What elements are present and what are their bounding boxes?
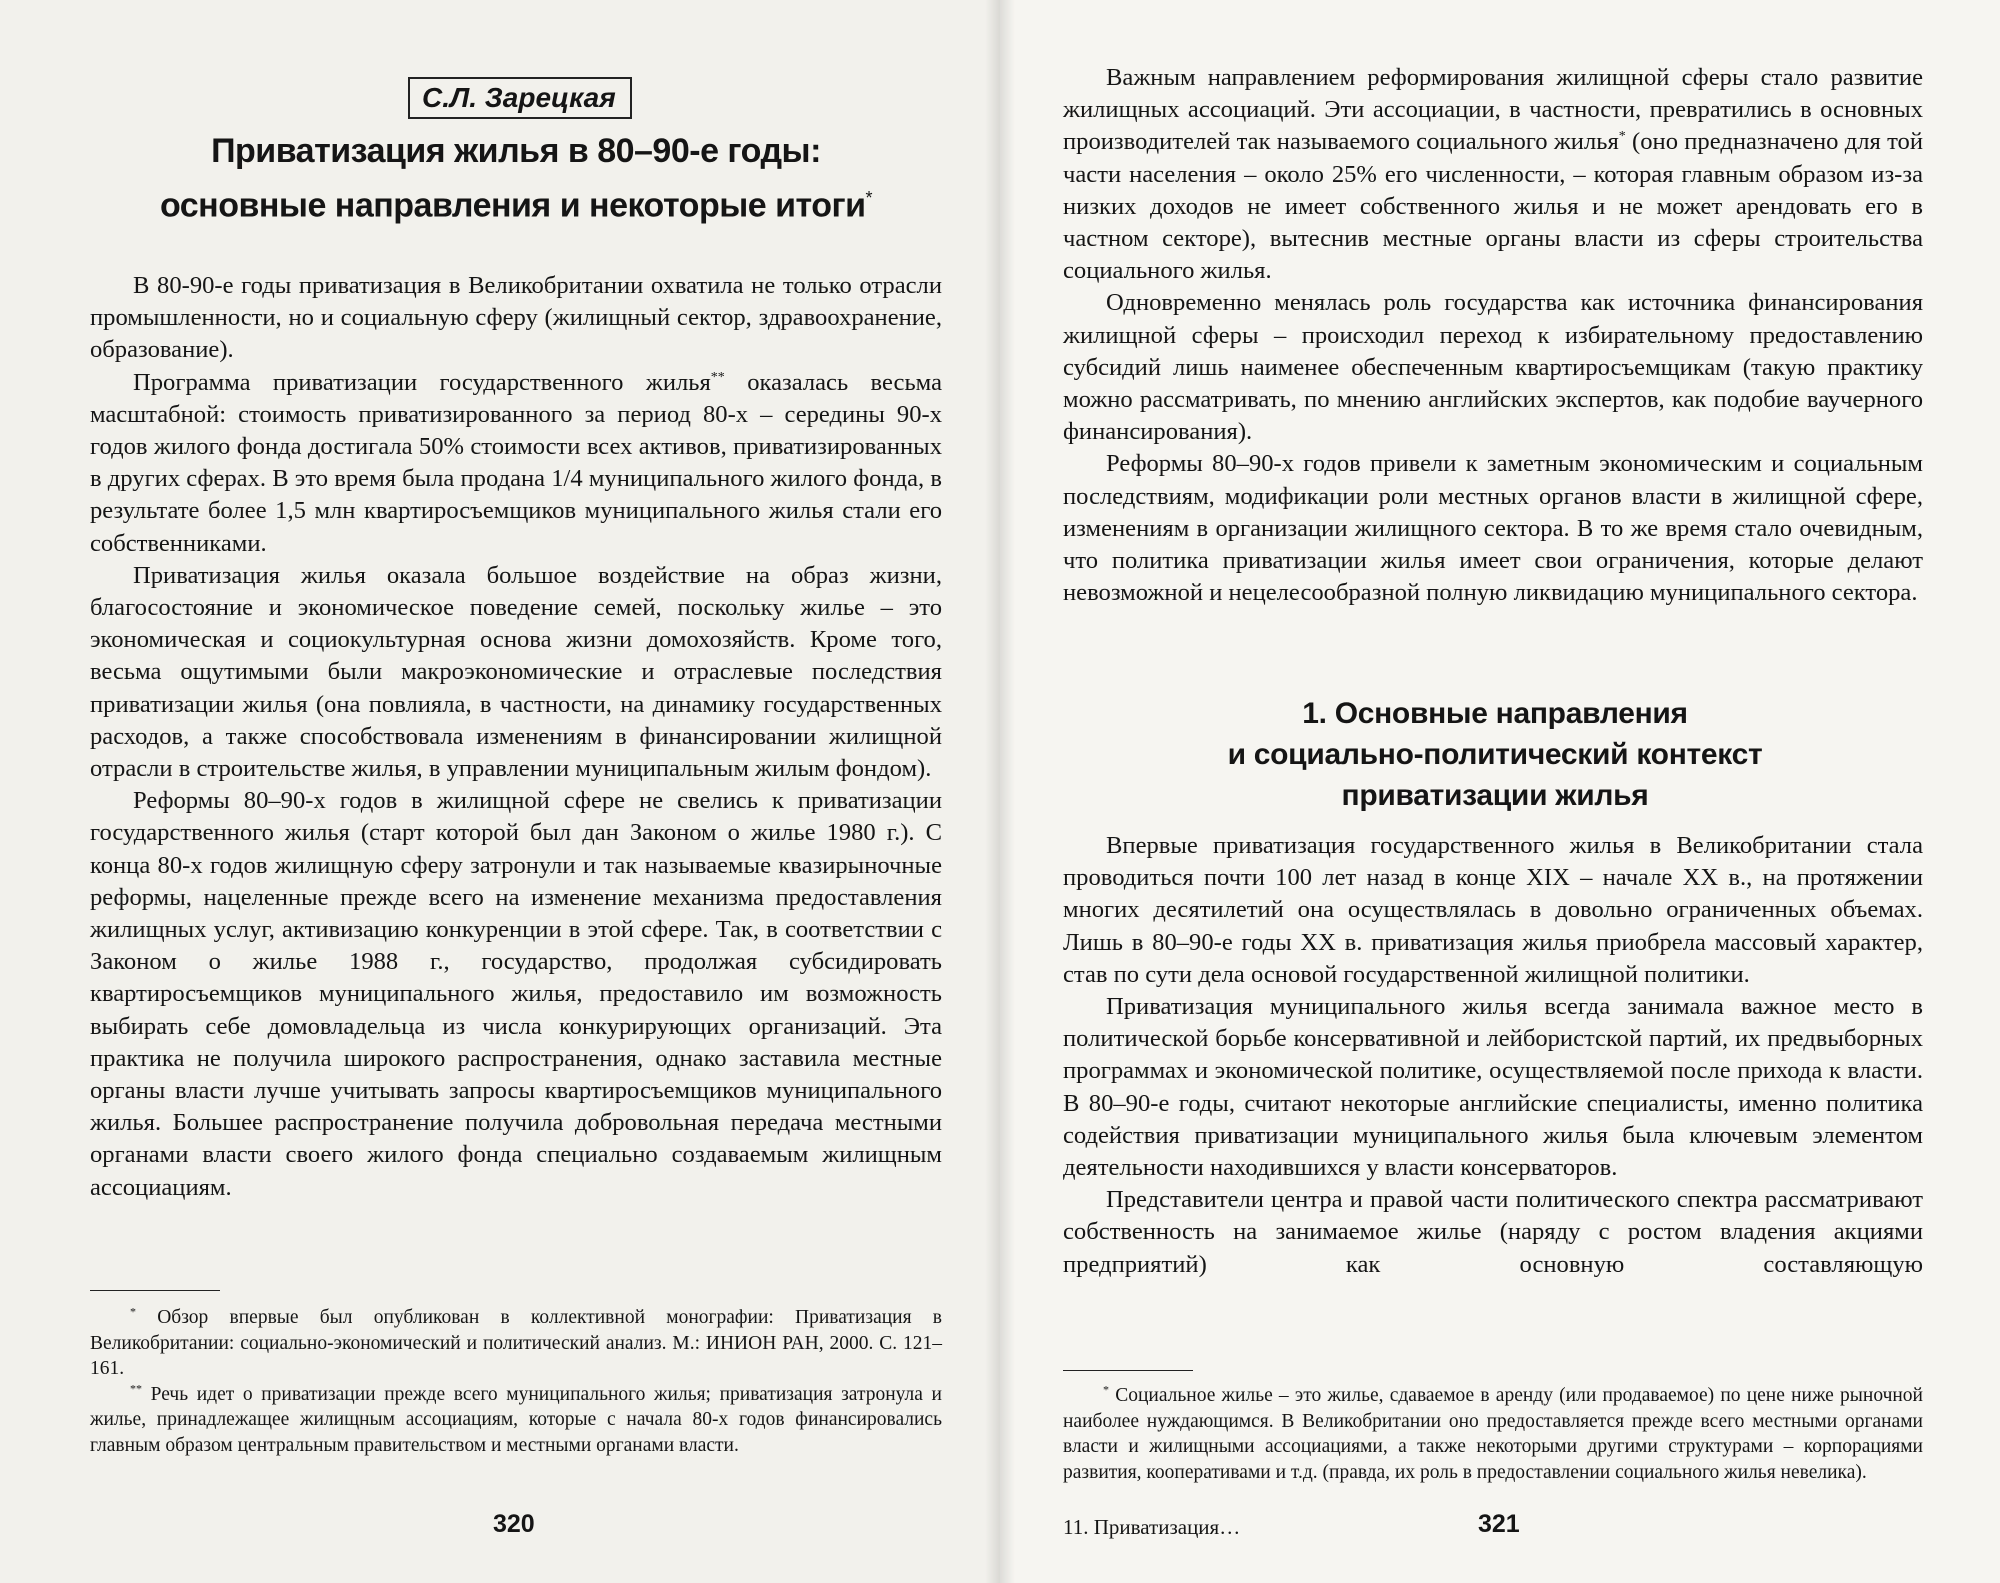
section-heading xyxy=(1060,693,1930,816)
paragraph: Одновременно менялась роль государства как источника финансирования жилищной сферы – происходил переход к избирательному предоставлению субсидий лишь наименее обеспеченным квартиросъемщикам (такую практику можно рассматривать, по мнению английских экспертов, как подобие ваучерного финансирования). xyxy=(1063,289,1923,446)
footnote-mark: * xyxy=(1618,129,1626,145)
right-page xyxy=(1000,0,2000,1583)
footnote: ** Речь идет о приватизации прежде всего муниципального жилья; приватизация затронула и жилье, принадлежащее жилищным ассоциациям, которые с начала 80-х годов финансировались главным образом центральным правительством и местными органами власти. xyxy=(90,1381,942,1456)
page-number-right: 321 xyxy=(1478,1510,1520,1538)
paragraph: Приватизация муниципального жилья всегда занимала важное место в политической борьбе консервативной и лейбористской партий, их предвыборных программах и экономической политике, осуществляемой после прихода к власти. В 80–90-е годы, считают некоторые английские специалисты, именно политика содействия приватизации муниципального жилья была ключевым элементом деятельности находившихся у власти консерваторов. xyxy=(1063,993,1923,1182)
paragraph: Программа приватизации государственного жилья** оказалась весьма масштабной: стоимость приватизированного за период 80-х – середины 90-х годов жилого фонда достигала 50% стоимости всех активов, приватизированных в других сферах. В это время была продана 1/4 муниципального жилого фонда, в результате более 1,5 млн квартиросъемщиков муниципального жилья стали его собственниками. xyxy=(90,368,942,557)
right-body-text-bottom xyxy=(1063,830,1923,1281)
footnote-mark: ** xyxy=(710,369,725,385)
right-footnotes xyxy=(1063,1383,1923,1485)
footnote-rule xyxy=(90,1290,220,1291)
article-title xyxy=(90,128,942,229)
section-heading-line: приватизации жилья xyxy=(1341,779,1649,812)
paragraph: Важным направлением реформирования жилищной сферы стало развитие жилищных ассоциаций. Эти ассоциации, в частности, превратились в основных производителей так называемого социального жилья* (оно предназначено для той части населения – около 25% его численности, – которая главным образом из-за низких доходов не имеет собственного жилья и не может арендовать его в частном секторе), вытеснив местные органы власти из сферы строительства социального жилья. xyxy=(1063,64,1923,285)
paragraph: Реформы 80–90-х годов в жилищной сфере не свелись к приватизации государственного жилья (старт которой был дан Законом о жилье 1980 г.). С конца 80-х годов жилищную сферу затронули и так называемые квазирыночные реформы, нацеленные прежде всего на изменение механизма предоставления жилищных услуг, активизацию конкуренции в этой сфере. Так, в соответствии с Законом о жилье 1988 г., государство, продолжая субсидировать квартиросъемщиков муниципального жилья, предоставило им возможность выбирать себе домовладельца из числа конкурирующих организаций. Эта практика не получила широкого распространения, однако заставила местные органы власти лучше учитывать запросы квартиросъемщиков муниципального жилья. Большее распространение получила добровольная передача местными органами власти своего жилого фонда специально создаваемым жилищным ассоциациям. xyxy=(90,787,942,1201)
left-body-text xyxy=(90,270,942,1204)
title-footnote-mark: * xyxy=(865,188,873,208)
footnote-rule xyxy=(1063,1370,1193,1371)
footnote: * Обзор впервые был опубликован в коллективной монографии: Приватизация в Великобритании: социально-экономический и политический анализ. М.: ИНИОН РАН, 2000. С. 121–161. xyxy=(90,1304,942,1379)
section-heading-line: и социально-политический контекст xyxy=(1227,738,1763,771)
paragraph: В 80-90-е годы приватизация в Великобритании охватила не только отрасли промышленности, но и социальную сферу (жилищный сектор, здравоохранение, образование). xyxy=(90,272,942,364)
printer-signature: 11. Приватизация… xyxy=(1063,1515,1241,1539)
paragraph: Приватизация жилья оказала большое воздействие на образ жизни, благосостояние и экономическое поведение семей, поскольку жилье – это экономическая и социокультурная основа жизни домохозяйств. Кроме того, весьма ощутимыми были макроэкономические и отраслевые последствия приватизации жилья (она повлияла, в частности, на динамику государственных расходов, а также способствовала изменениям в финансировании жилищной отрасли в строительстве жилья, в управлении муниципальным жилым фондом). xyxy=(90,561,942,783)
right-body-text-top xyxy=(1063,62,1923,609)
book-gutter xyxy=(985,0,1015,1583)
page-number-left: 320 xyxy=(493,1510,535,1538)
paragraph: Реформы 80–90-х годов привели к заметным экономическим и социальным последствиям, модификации роли местных органов власти в жилищной сфере, изменениям в организации жилищного сектора. В то же время стало очевидным, что политика приватизации жилья имеет свои ограничения, которые делают невозможной и нецелесообразной полную ликвидацию муниципального сектора. xyxy=(1063,450,1923,607)
left-footnotes xyxy=(90,1305,942,1458)
author-name: С.Л. Зарецкая xyxy=(408,77,632,119)
footnote: * Социальное жилье – это жилье, сдаваемое в аренду (или продаваемое) по цене ниже рыночной наиболее нуждающимся. В Великобритании оно предоставляется прежде всего местными органами власти и жилищными ассоциациями, а также некоторыми другими структурами – корпорациями развития, кооперативами и т.д. (правда, их роль в предоставлении социального жилья невелика). xyxy=(1063,1382,1923,1483)
paragraph: Впервые приватизация государственного жилья в Великобритании стала проводиться почти 100 лет назад в конце XIX – начале XX в., на протяжении многих десятилетий она осуществлялась в довольно ограниченных объемах. Лишь в 80–90-е годы XX в. приватизация жилья приобрела массовый характер, став по сути дела основой государственной жилищной политики. xyxy=(1063,832,1923,988)
title-line-2: основные направления и некоторые итоги* xyxy=(159,186,873,225)
section-heading-line: 1. Основные направления xyxy=(1302,697,1688,730)
paragraph: Представители центра и правой части политического спектра рассматривают собственность на занимаемое жилье (наряду с ростом владения акциями предприятий) как основную составляющую xyxy=(1063,1186,1923,1278)
title-line-1: Приватизация жилья в 80–90-е годы: xyxy=(211,132,821,170)
